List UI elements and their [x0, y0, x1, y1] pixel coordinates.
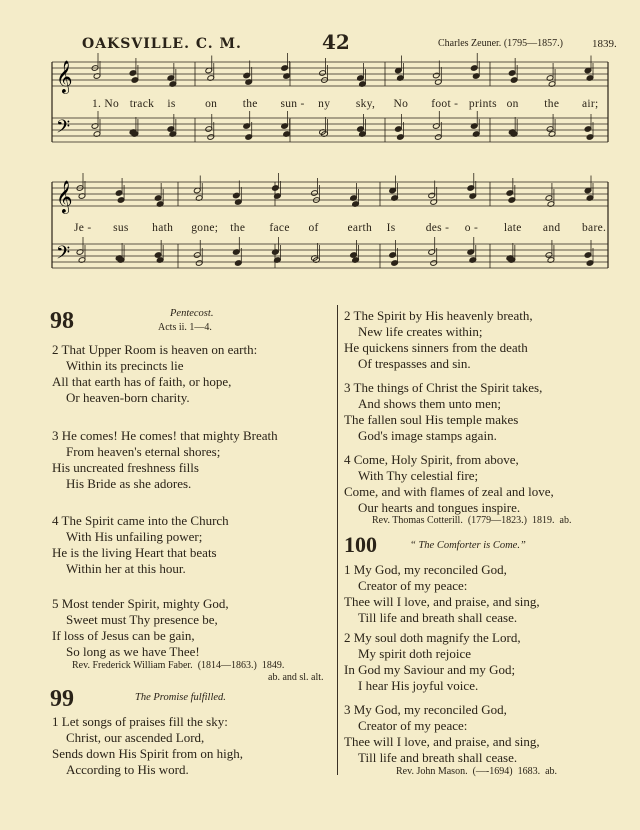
lyric-syllable: Je -	[74, 222, 92, 234]
lyric-syllable: hath	[152, 222, 174, 234]
composer: Charles Zeuner. (1795—1857.)	[438, 38, 563, 49]
lyric-syllable: face	[269, 222, 290, 234]
lyric-syllable: track	[129, 98, 155, 110]
treble-clef-icon: 𝄞	[56, 180, 73, 213]
hymn-99-title: The Promise fulfilled.	[135, 692, 226, 703]
hymn-98-note: ab. and sl. alt.	[268, 672, 324, 683]
lyric-syllable: ny	[318, 98, 331, 110]
lyric-syllable: bare.	[582, 222, 607, 234]
lyric-syllable: sun -	[280, 98, 305, 110]
hymn-100-verse-1: 1 My God, my reconciled God, Creator of my peace: Thee will I love, and praise, and sing, Till life and breath shall cease.	[344, 562, 540, 625]
lyric-syllable: No	[393, 98, 409, 110]
hymn-98-verse-3: 3 He comes! He comes! that mighty Breath From heaven's eternal shores; His uncreated freshness fills His Bride as she adores.	[52, 428, 278, 491]
music-score	[0, 0, 640, 300]
lyric-syllable: the	[230, 222, 246, 234]
lyric-syllable: is	[167, 98, 176, 110]
hymn-100-title: “ The Comforter is Come.”	[410, 540, 526, 551]
tune-title: OAKSVILLE. C. M.	[82, 36, 242, 52]
hymn-98-verse-5: 5 Most tender Spirit, mighty God, Sweet must Thy presence be, If loss of Jesus can be gain, So long as we have Thee!	[52, 596, 229, 659]
lyric-syllable: 1. No	[92, 98, 120, 110]
lyric-syllable: and	[542, 222, 561, 234]
hymn-99-verse-3: 3 The things of Christ the Spirit takes, And shows them unto men; The fallen soul His temple makes God's image stamps again.	[344, 380, 543, 443]
hymn-number-98: 98	[50, 308, 74, 334]
lyric-syllable: late	[503, 222, 522, 234]
lyric-syllable: des -	[425, 222, 450, 234]
lyric-syllable: sus	[113, 222, 129, 234]
hymn-99-verse-2: 2 The Spirit by His heavenly breath, New life creates within; He quickens sinners from the death Of trespasses and sin.	[344, 308, 533, 371]
lyric-syllable: gone;	[191, 222, 219, 234]
column-divider	[337, 305, 338, 775]
lyric-syllable: foot -	[431, 98, 459, 110]
lyric-syllable: sky,	[355, 98, 376, 110]
hymn-99-author: Rev. Thomas Cotterill. (1779—1823.) 1819. ab.	[372, 515, 572, 526]
lyric-syllable: of	[308, 222, 319, 234]
hymn-98-title: Pentecost.	[170, 308, 214, 319]
lyric-syllable: the	[544, 98, 560, 110]
hymn-98-reference: Acts ii. 1—4.	[158, 322, 212, 333]
hymn-number-99: 99	[50, 686, 74, 712]
lyric-syllable: Is	[386, 222, 396, 234]
hymn-98-verse-4: 4 The Spirit came into the Church With His unfailing power; He is the living Heart that beats Within her at this hour.	[52, 513, 229, 576]
lyric-syllable: earth	[347, 222, 373, 234]
lyric-syllable: air;	[582, 98, 599, 110]
hymn-99-verse-4: 4 Come, Holy Spirit, from above, With Thy celestial fire; Come, and with flames of zeal and love, Our hearts and tongues inspire.	[344, 452, 554, 515]
hymn-98-author: Rev. Frederick William Faber. (1814—1863.) 1849.	[72, 660, 285, 671]
bass-clef-icon: 𝄢	[56, 117, 71, 142]
hymn-number-100: 100	[344, 532, 377, 557]
hymn-100-verse-3: 3 My God, my reconciled God, Creator of my peace: Thee will I love, and praise, and sing, Till life and breath shall cease.	[344, 702, 540, 765]
hymn-100-verse-2: 2 My soul doth magnify the Lord, My spirit doth rejoice In God my Saviour and my God; I hear His joyful voice.	[344, 630, 521, 693]
treble-clef-icon: 𝄞	[56, 60, 73, 93]
lyric-syllable: prints	[468, 98, 497, 110]
bass-clef-icon: 𝄢	[56, 243, 71, 268]
lyric-syllable: on	[506, 98, 519, 110]
hymn-98-verse-2: 2 That Upper Room is heaven on earth: Within its precincts lie All that earth has of faith, or hope, Or heaven-born charity.	[52, 342, 258, 405]
lyric-syllable: on	[205, 98, 218, 110]
lyric-syllable: the	[242, 98, 258, 110]
hymn-99-verse-1: 1 Let songs of praises fill the sky: Christ, our ascended Lord, Sends down His Spirit from on high, According to His word.	[52, 714, 244, 777]
hymn-100-author: Rev. John Mason. (—-1694) 1683. ab.	[396, 766, 558, 777]
composer-year: 1839.	[592, 38, 617, 50]
lyric-syllable: o -	[464, 222, 479, 234]
page-number: 42	[322, 30, 350, 54]
